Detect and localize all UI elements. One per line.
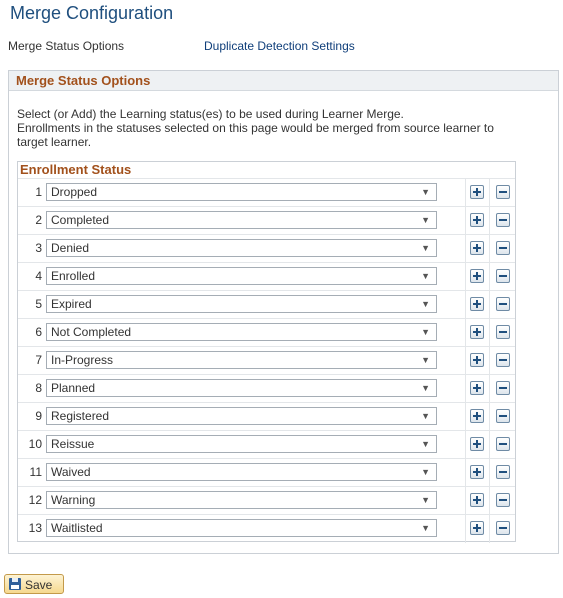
select-value: Waived: [51, 465, 91, 479]
instructions-text: [17, 107, 527, 149]
table-row: [18, 458, 515, 486]
enrollment-status-select[interactable]: [46, 323, 437, 341]
column-divider: [465, 235, 466, 263]
row-number: 4: [35, 269, 42, 283]
enrollment-status-select[interactable]: [46, 435, 437, 453]
table-row: [18, 514, 515, 542]
select-value: Warning: [51, 493, 96, 507]
minus-icon[interactable]: [496, 213, 510, 227]
table-row: [18, 234, 515, 262]
column-divider: [465, 459, 466, 487]
select-value: Expired: [51, 297, 92, 311]
minus-icon[interactable]: [496, 185, 510, 199]
column-divider: [465, 375, 466, 403]
chevron-down-icon: ▼: [421, 411, 430, 421]
plus-icon[interactable]: [470, 269, 484, 283]
plus-icon[interactable]: [470, 241, 484, 255]
column-divider: [489, 515, 490, 543]
table-row: [18, 374, 515, 402]
select-value: Enrolled: [51, 269, 96, 283]
chevron-down-icon: ▼: [421, 495, 430, 505]
instructions-line-3: target learner.: [17, 135, 92, 149]
select-value: Registered: [51, 409, 110, 423]
section-title: Merge Status Options: [9, 71, 558, 91]
tab-merge-status-options: Merge Status Options: [8, 39, 125, 53]
table-row: [18, 178, 515, 206]
enrollment-status-select[interactable]: [46, 379, 437, 397]
plus-icon[interactable]: [470, 381, 484, 395]
minus-icon[interactable]: [496, 325, 510, 339]
select-value: Dropped: [51, 185, 98, 199]
row-number: 3: [35, 241, 42, 255]
column-divider: [489, 207, 490, 235]
select-value: Planned: [51, 381, 96, 395]
plus-icon[interactable]: [470, 437, 484, 451]
column-divider: [465, 487, 466, 515]
row-number: 2: [35, 213, 42, 227]
chevron-down-icon: ▼: [421, 523, 430, 533]
plus-icon[interactable]: [470, 185, 484, 199]
plus-icon[interactable]: [470, 493, 484, 507]
enrollment-status-select[interactable]: [46, 295, 437, 313]
tab-duplicate-detection-settings[interactable]: Duplicate Detection Settings: [204, 39, 355, 53]
minus-icon[interactable]: [496, 241, 510, 255]
column-divider: [489, 375, 490, 403]
table-row: [18, 262, 515, 290]
save-button[interactable]: [4, 574, 64, 594]
save-label: Save: [25, 578, 53, 592]
chevron-down-icon: ▼: [421, 355, 430, 365]
merge-status-options-section: [8, 70, 559, 554]
table-row: [18, 402, 515, 430]
instructions-line-2: Enrollments in the statuses selected on this page would be merged from source learner to: [17, 121, 494, 135]
chevron-down-icon: ▼: [421, 439, 430, 449]
enrollment-status-select[interactable]: [46, 211, 437, 229]
column-divider: [489, 235, 490, 263]
row-number: 9: [35, 409, 42, 423]
select-value: Not Completed: [51, 325, 132, 339]
minus-icon[interactable]: [496, 353, 510, 367]
enrollment-status-select[interactable]: [46, 519, 437, 537]
column-divider: [489, 459, 490, 487]
row-number: 5: [35, 297, 42, 311]
chevron-down-icon: ▼: [421, 187, 430, 197]
table-row: [18, 290, 515, 318]
select-value: In-Progress: [51, 353, 114, 367]
grid-title: Enrollment Status: [18, 162, 515, 178]
row-number: 11: [29, 465, 42, 479]
plus-icon[interactable]: [470, 521, 484, 535]
enrollment-status-select[interactable]: [46, 351, 437, 369]
table-row: [18, 486, 515, 514]
column-divider: [489, 431, 490, 459]
column-divider: [465, 347, 466, 375]
minus-icon[interactable]: [496, 409, 510, 423]
chevron-down-icon: ▼: [421, 215, 430, 225]
minus-icon[interactable]: [496, 381, 510, 395]
column-divider: [465, 291, 466, 319]
minus-icon[interactable]: [496, 269, 510, 283]
minus-icon[interactable]: [496, 437, 510, 451]
enrollment-status-select[interactable]: [46, 183, 437, 201]
chevron-down-icon: ▼: [421, 271, 430, 281]
select-value: Denied: [51, 241, 90, 255]
column-divider: [465, 207, 466, 235]
column-divider: [465, 179, 466, 207]
chevron-down-icon: ▼: [421, 299, 430, 309]
column-divider: [489, 403, 490, 431]
select-value: Completed: [51, 213, 110, 227]
plus-icon[interactable]: [470, 353, 484, 367]
enrollment-status-select[interactable]: [46, 239, 437, 257]
plus-icon[interactable]: [470, 465, 484, 479]
plus-icon[interactable]: [470, 213, 484, 227]
row-number: 10: [28, 437, 42, 451]
column-divider: [465, 515, 466, 543]
enrollment-status-select[interactable]: [46, 407, 437, 425]
plus-icon[interactable]: [470, 325, 484, 339]
select-value: Waitlisted: [51, 521, 103, 535]
enrollment-status-select[interactable]: [46, 463, 437, 481]
minus-icon[interactable]: [496, 521, 510, 535]
chevron-down-icon: ▼: [421, 467, 430, 477]
column-divider: [489, 487, 490, 515]
enrollment-status-select[interactable]: [46, 491, 437, 509]
column-divider: [489, 263, 490, 291]
column-divider: [465, 263, 466, 291]
table-row: [18, 318, 515, 346]
page-title: Merge Configuration: [10, 3, 174, 23]
chevron-down-icon: ▼: [421, 383, 430, 393]
row-number: 12: [28, 493, 42, 507]
column-divider: [465, 431, 466, 459]
row-number: 13: [28, 521, 42, 535]
column-divider: [465, 403, 466, 431]
row-number: 8: [35, 381, 42, 395]
column-divider: [465, 319, 466, 347]
table-row: [18, 430, 515, 458]
column-divider: [489, 319, 490, 347]
enrollment-status-grid: [17, 161, 516, 542]
plus-icon[interactable]: [470, 409, 484, 423]
minus-icon[interactable]: [496, 297, 510, 311]
chevron-down-icon: ▼: [421, 243, 430, 253]
select-value: Reissue: [51, 437, 95, 451]
row-number: 6: [35, 325, 42, 339]
row-number: 7: [35, 353, 42, 367]
floppy-disk-icon: [9, 578, 21, 590]
instructions-line-1: Select (or Add) the Learning status(es) to be used during Learner Merge.: [17, 107, 404, 121]
column-divider: [489, 291, 490, 319]
enrollment-status-select[interactable]: [46, 267, 437, 285]
column-divider: [489, 347, 490, 375]
row-number: 1: [35, 185, 42, 199]
column-divider: [489, 179, 490, 207]
chevron-down-icon: ▼: [421, 327, 430, 337]
plus-icon[interactable]: [470, 297, 484, 311]
table-row: [18, 346, 515, 374]
table-row: [18, 206, 515, 234]
minus-icon[interactable]: [496, 465, 510, 479]
minus-icon[interactable]: [496, 493, 510, 507]
